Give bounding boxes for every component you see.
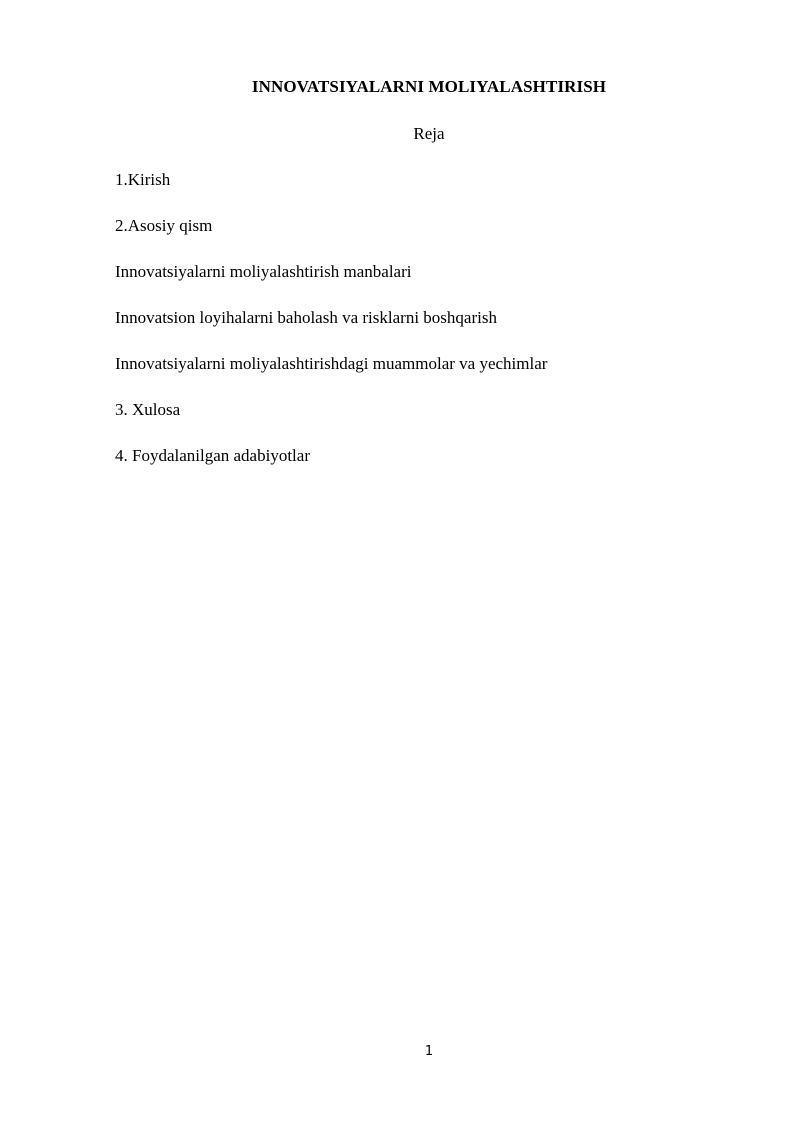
plan-heading: Reja xyxy=(413,124,445,143)
plan-list xyxy=(115,170,547,492)
plan-item-conclusion: 3. Xulosa xyxy=(115,400,181,419)
plan-item-references: 4. Foydalanilgan adabiyotlar xyxy=(115,446,310,465)
plan-item-problems-solutions: Innovatsiyalarni moliyalashtirishdagi muammolar va yechimlar xyxy=(115,354,548,373)
plan-item-project-evaluation: Innovatsion loyihalarni baholash va risklarni boshqarish xyxy=(115,308,497,327)
plan-item-financing-sources: Innovatsiyalarni moliyalashtirish manbalari xyxy=(115,262,412,281)
plan-item-main-part: 2.Asosiy qism xyxy=(115,216,213,235)
page-number: 1 xyxy=(424,1044,434,1059)
document-title: INNOVATSIYALARNI MOLIYALASHTIRISH xyxy=(251,77,607,96)
plan-item-introduction: 1.Kirish xyxy=(115,170,171,189)
